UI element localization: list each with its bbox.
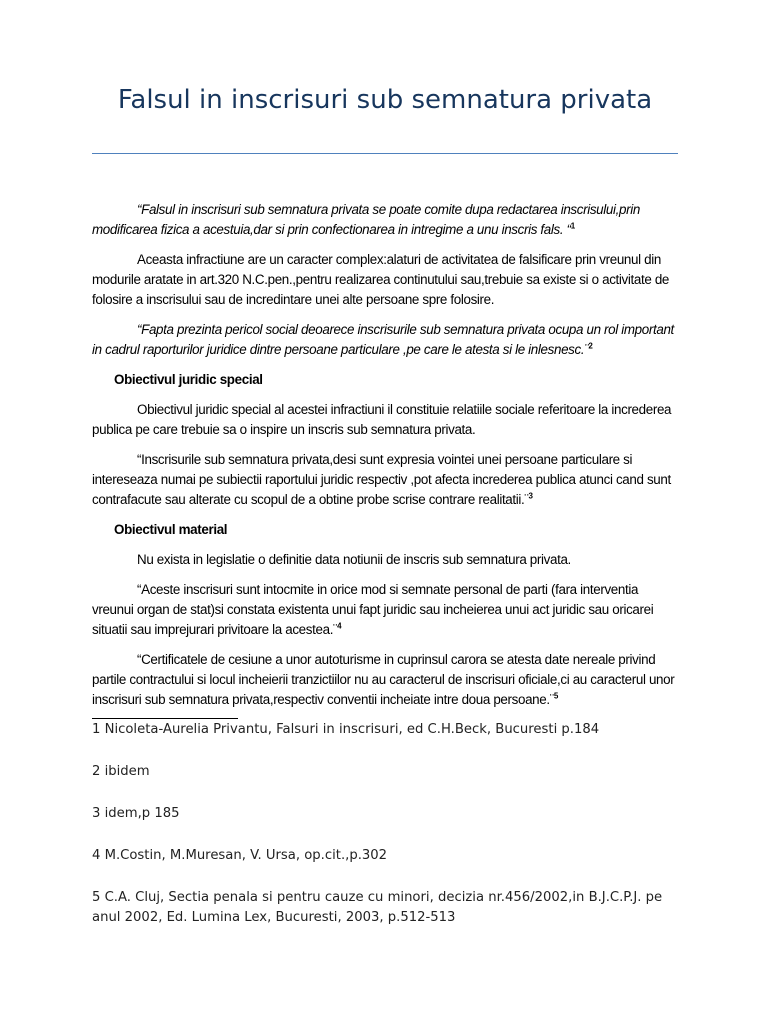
paragraph-text: “Falsul in inscrisuri sub semnatura privata se poate comite dupa redactarea inscrisului,prin modificarea fizica a acestuia,dar si prin confectionarea in intregime a unu inscris fals. “ — [92, 202, 640, 237]
footnote-ref-5[interactable]: 5 — [553, 691, 558, 701]
footnote-separator — [92, 718, 238, 719]
footnote-1: 1 Nicoleta-Aurelia Privantu, Falsuri in inscrisuri, ed C.H.Beck, Bucuresti p.184 — [92, 722, 600, 737]
footnote-5: 5 C.A. Cluj, Sectia penala si pentru cauze cu minori, decizia nr.456/2002,in B.J.C.P.J. pe anul 2002, Ed. Lumina Lex, Bucuresti, 2003, p.512-513 — [92, 890, 663, 925]
paragraph-quote-1 — [92, 200, 678, 240]
footnote-ref-4[interactable]: 4 — [337, 621, 342, 631]
footnote-2: 2 ibidem — [92, 764, 150, 779]
footnote-ref-1[interactable]: 1 — [570, 221, 575, 231]
footnote-ref-3[interactable]: 3 — [528, 491, 533, 501]
paragraph-text: Nu exista in legislatie o definitie data notiunii de inscris sub semnatura privata. — [137, 552, 571, 567]
document-title: Falsul in inscrisuri sub semnatura privata — [117, 85, 653, 115]
paragraph-5 — [92, 450, 678, 510]
paragraph-text: Aceasta infractiune are un caracter complex:alaturi de activitatea de falsificare prin vreunul din modurile aratate in art.320 N.C.pen.,pentru realizarea continutului sau,trebuie sa existe si o activitate de folosire a inscrisului sau de incredintare unei alte persoane spre folosire. — [92, 252, 670, 307]
paragraph-text: Obiectivul juridic special al acestei infractiuni il constituie relatiile sociale referitoare la increderea publica pe care trebuie sa o inspire un inscris sub semnatura privata. — [92, 402, 672, 437]
paragraph-text: “Certificatele de cesiune a unor autoturisme in cuprinsul carora se atesta date nereale privind partile contractului si locul incheierii tranzictiilor nu au caracterul de inscrisuri oficiale,ci au caracterul unor inscrisuri sub semnatura privata,respectiv conventii incheiate intre doua persoane.¨ — [92, 652, 675, 707]
document-body — [92, 200, 678, 720]
footnote-ref-2[interactable]: 2 — [588, 341, 593, 351]
paragraph-text: “Fapta prezinta pericol social deoarece inscrisurile sub semnatura privata ocupa un rol important in cadrul raporturilor juridice dintre persoane particulare ,pe care le atesta si le inlesnesc.¨ — [92, 322, 674, 357]
title-underline — [92, 153, 678, 154]
footnote-4: 4 M.Costin, M.Muresan, V. Ursa, op.cit.,p.302 — [92, 848, 388, 863]
footnotes — [92, 720, 682, 950]
paragraph-text: “Inscrisurile sub semnatura privata,desi sunt expresia vointei unei persoane particulare si intereseaza numai pe subiectii raportului juridic respectiv ,pot afecta increderea publica atunci cand sunt contrafacute sau alterate cu scopul de a obtine probe scrise contrare realitatii.¨ — [92, 452, 671, 507]
paragraph-7 — [92, 580, 678, 640]
paragraph-8 — [92, 650, 678, 710]
paragraph-text: “Aceste inscrisuri sunt intocmite in orice mod si semnate personal de parti (fara interventia vreunui organ de stat)si constata existenta unui fapt juridic sau incheierea unui act juridic sau oricarei situatii sau imprejurari privitoare la acestea.¨ — [92, 582, 654, 637]
paragraph-2 — [92, 250, 678, 310]
paragraph-6 — [92, 550, 678, 570]
footnote-3: 3 idem,p 185 — [92, 806, 180, 821]
section-heading-juridic: Obiectivul juridic special — [114, 372, 263, 387]
paragraph-quote-3 — [92, 320, 678, 360]
section-heading-material: Obiectivul material — [114, 522, 228, 537]
paragraph-4 — [92, 400, 678, 440]
